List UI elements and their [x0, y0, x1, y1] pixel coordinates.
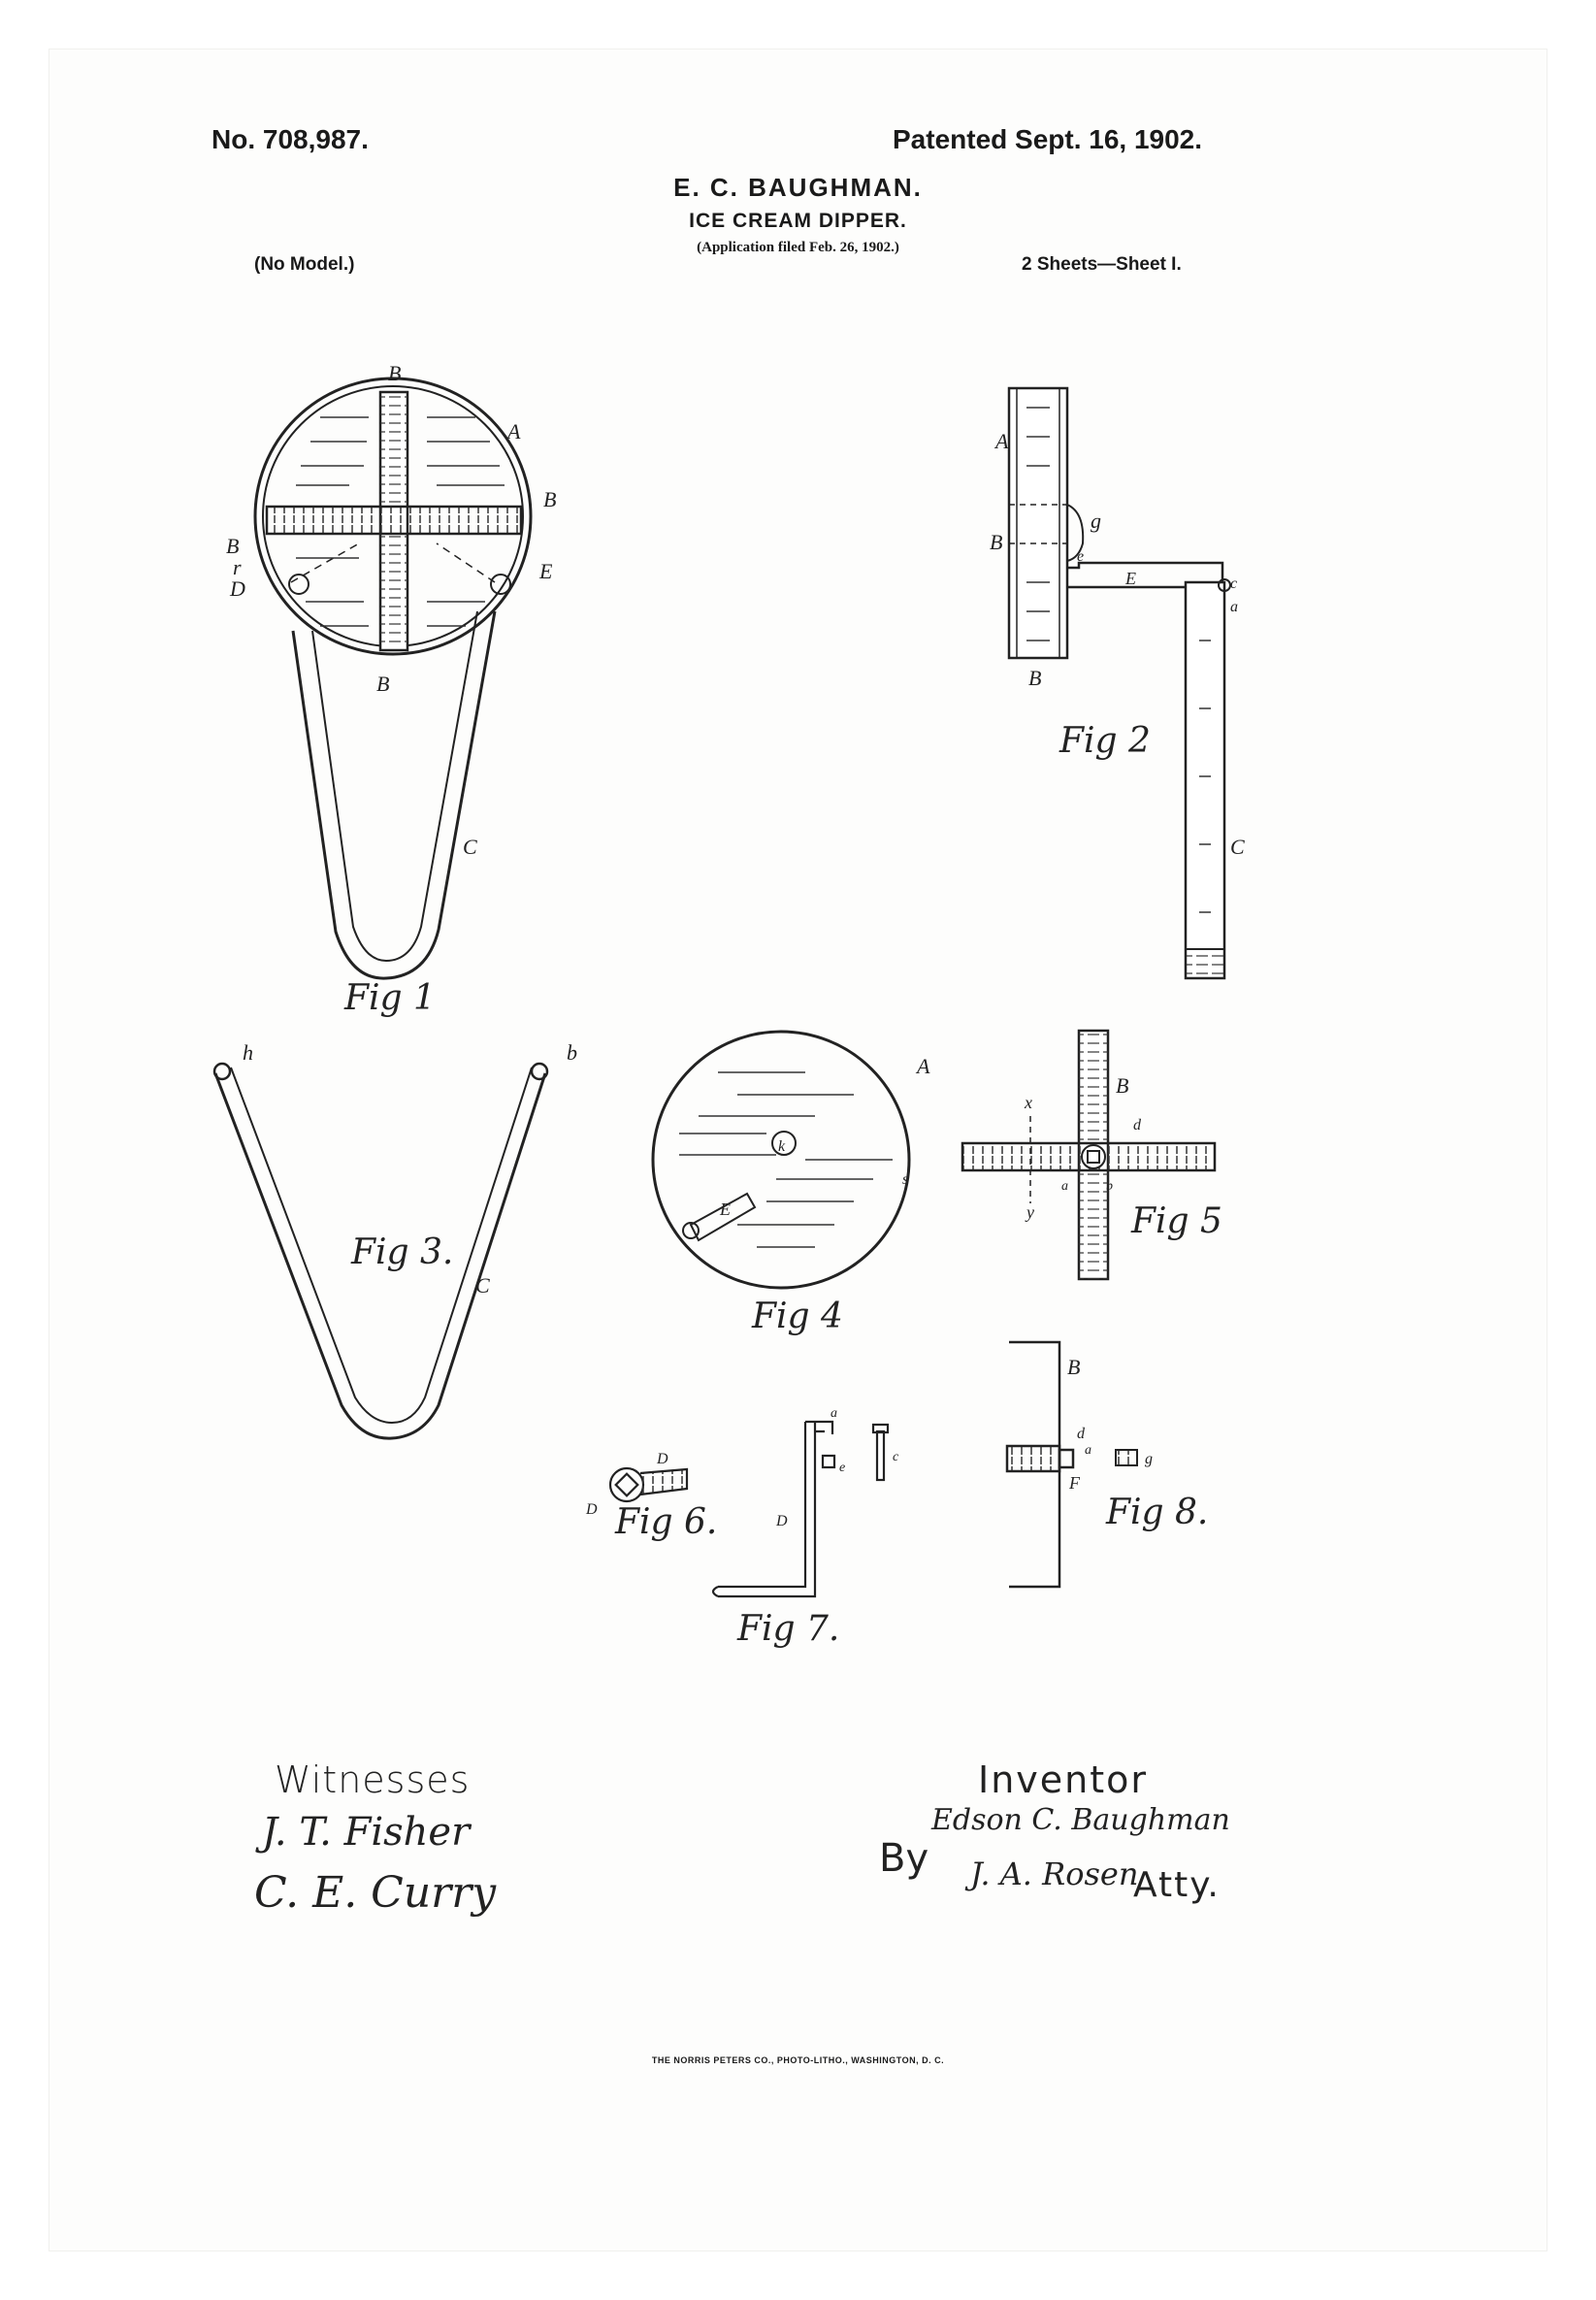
fig1-label-E: E: [539, 559, 553, 583]
fig8-caption: Fig 8.: [1106, 1493, 1209, 1532]
fig2-label-c: c: [1230, 575, 1238, 592]
figure-2: [1009, 388, 1230, 978]
fig1-label-D: D: [230, 576, 245, 601]
fig4-caption: Fig 4: [752, 1297, 843, 1336]
fig1-label-r: r: [233, 555, 242, 579]
fig8-label-d: d: [1077, 1426, 1085, 1442]
fig7-caption: Fig 7.: [737, 1609, 840, 1649]
fig4-label-A: A: [917, 1054, 930, 1078]
inventor-signature: Edson C. Baughman: [931, 1803, 1230, 1837]
fig6-label-D: D: [657, 1451, 668, 1467]
fig1-label-B-top: B: [388, 361, 402, 385]
fig1-label-B-left: B: [226, 534, 240, 558]
fig5-label-B: B: [1116, 1073, 1129, 1098]
witnesses-label: Witnesses: [275, 1758, 471, 1801]
fig1-label-B-bottom: B: [376, 672, 390, 696]
fig2-label-a: a: [1230, 599, 1238, 615]
fig8-label-F: F: [1069, 1473, 1080, 1493]
fig4-label-k: k: [778, 1138, 786, 1155]
sheet-count: 2 Sheets—Sheet I.: [1022, 254, 1182, 275]
model-note: (No Model.): [254, 254, 355, 275]
fig1-label-A: A: [507, 419, 521, 444]
fig3-caption: Fig 3.: [351, 1232, 454, 1272]
figure-5: [962, 1031, 1215, 1279]
fig2-caption: Fig 2: [1059, 721, 1151, 761]
fig2-label-B: B: [990, 530, 1003, 554]
fig5-caption: Fig 5: [1131, 1201, 1222, 1241]
fig8-label-B: B: [1067, 1355, 1081, 1379]
fig1-label-C: C: [463, 835, 477, 859]
fig6-label-D-left: D: [586, 1501, 598, 1518]
fig3-label-b: b: [567, 1040, 577, 1065]
fig2-label-e: e: [1077, 548, 1085, 565]
fig2-label-C: C: [1230, 835, 1245, 859]
fig7-label-e: e: [839, 1461, 846, 1475]
fig7-label-c: c: [893, 1450, 899, 1464]
fig5-label-b: b: [1106, 1179, 1113, 1194]
fig1-label-B-right: B: [543, 487, 557, 511]
fig7-label-a: a: [831, 1406, 837, 1421]
figure-7: [713, 1422, 888, 1596]
fig8-label-g: g: [1145, 1451, 1153, 1467]
fig5-label-d: d: [1133, 1117, 1141, 1134]
fig2-label-A: A: [995, 429, 1009, 453]
fig2-label-B-bottom: B: [1028, 666, 1042, 690]
printer-credit: THE NORRIS PETERS CO., PHOTO-LITHO., WASHINGTON, D. C.: [651, 2055, 945, 2065]
fig6-caption: Fig 6.: [615, 1502, 718, 1542]
fig5-label-a: a: [1061, 1179, 1068, 1194]
patent-number: No. 708,987.: [212, 124, 369, 154]
fig3-label-h: h: [243, 1040, 253, 1065]
fig5-label-x: x: [1025, 1093, 1032, 1112]
inventor-label: Inventor: [978, 1758, 1149, 1801]
inventor-name: E. C. BAUGHMAN.: [673, 173, 923, 202]
fig2-label-E: E: [1125, 569, 1136, 588]
atty-label: Atty.: [1133, 1865, 1221, 1905]
fig4-label-s: s: [902, 1171, 909, 1188]
fig2-label-g: g: [1091, 509, 1101, 533]
patent-title: ICE CREAM DIPPER.: [689, 210, 907, 232]
figure-6: [610, 1468, 687, 1501]
application-date: (Application filed Feb. 26, 1902.): [697, 240, 899, 255]
fig7-label-D: D: [776, 1513, 788, 1529]
fig3-label-C: C: [475, 1273, 490, 1298]
figure-1: [255, 378, 531, 978]
witness-1-signature: J. T. Fisher: [262, 1810, 471, 1855]
attorney-signature: J. A. Rosen: [970, 1856, 1139, 1892]
by-label: By: [879, 1836, 929, 1881]
fig8-label-a: a: [1085, 1443, 1091, 1458]
fig4-shading: [679, 1072, 893, 1247]
fig4-label-E: E: [720, 1199, 731, 1219]
patent-date: Patented Sept. 16, 1902.: [893, 124, 1203, 154]
fig1-caption: Fig 1: [344, 978, 436, 1018]
witness-2-signature: C. E. Curry: [254, 1868, 497, 1918]
fig5-label-y: y: [1026, 1202, 1034, 1222]
